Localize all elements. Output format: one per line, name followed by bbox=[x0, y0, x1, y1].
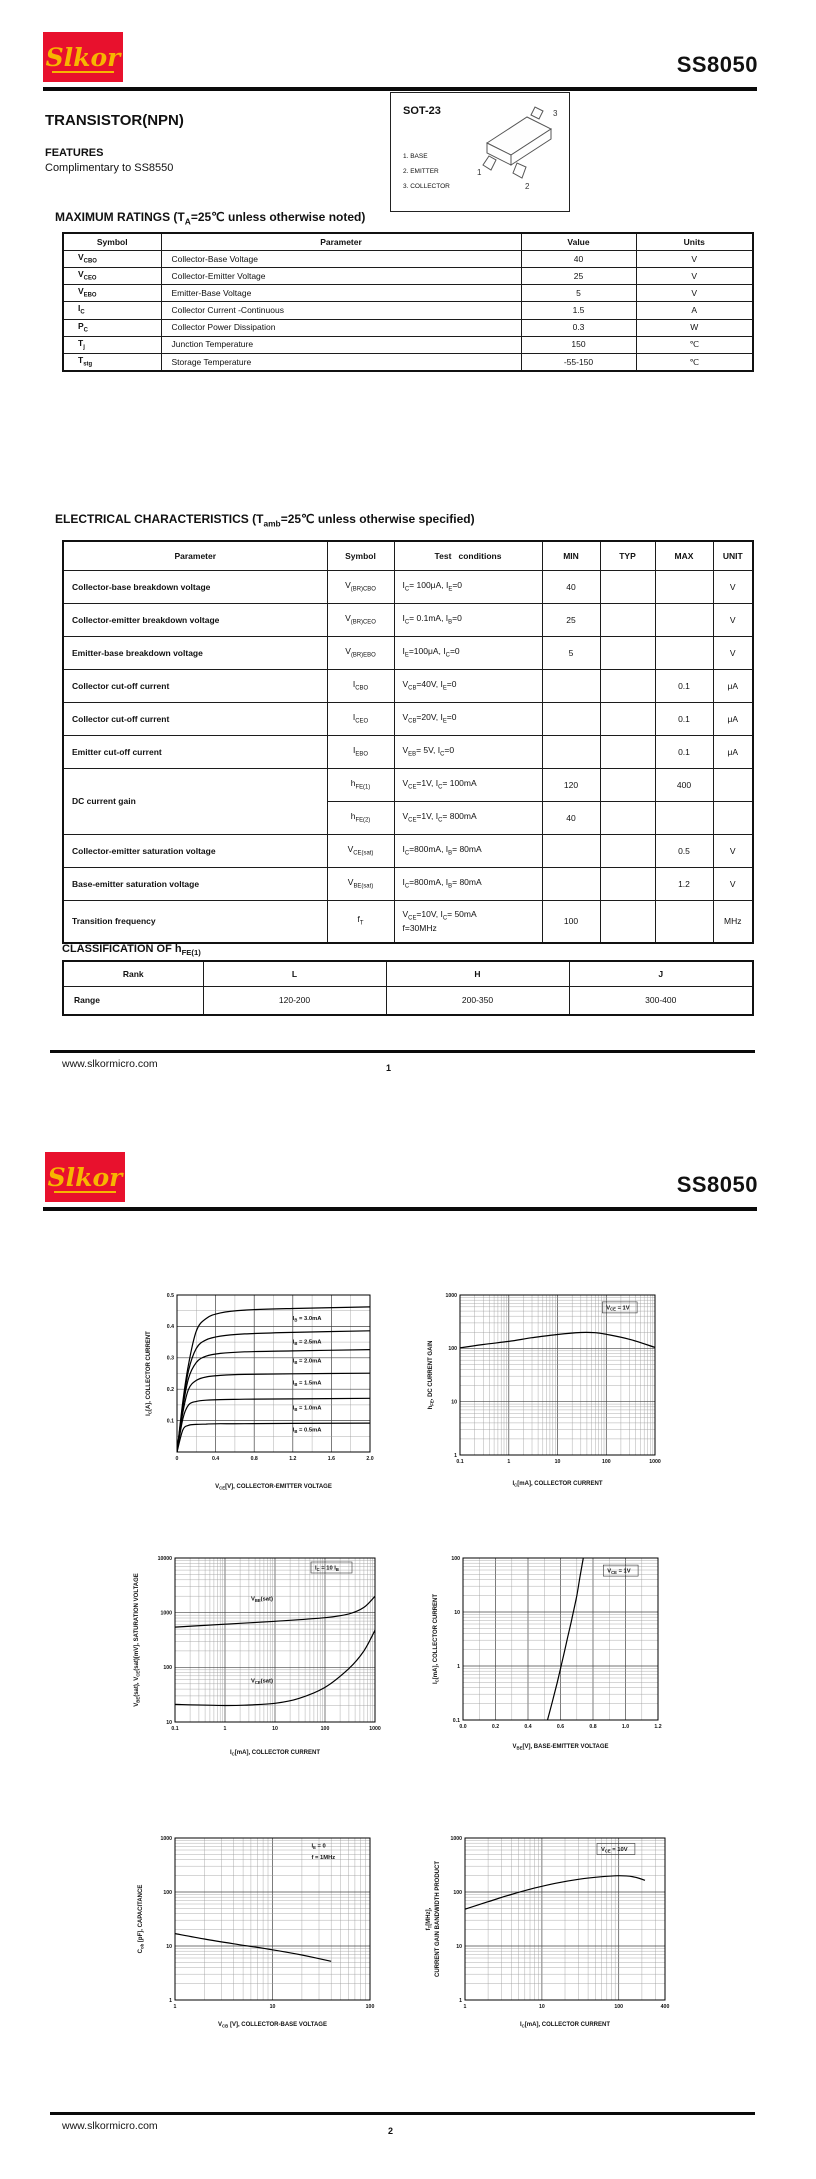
cell: 120-200 bbox=[203, 987, 386, 1016]
svg-text:IC​[mA], COLLECTOR CURRENT: $I_C[mA]$, COLLECTOR CURRENT bbox=[512, 1481, 603, 1488]
cell: 200-350 bbox=[386, 987, 569, 1016]
svg-text:0.1: 0.1 bbox=[456, 1459, 464, 1465]
cell bbox=[655, 901, 713, 943]
cell: Collector cut-off current bbox=[63, 703, 327, 736]
features-heading: FEATURES bbox=[45, 147, 104, 159]
svg-text:100: 100 bbox=[365, 2004, 375, 2010]
cell: $V_{CB}=20V$, $I_E=0$ bbox=[394, 703, 542, 736]
cell: 0.5 bbox=[655, 835, 713, 868]
svg-text:10: 10 bbox=[554, 1459, 561, 1465]
svg-text:0.6: 0.6 bbox=[556, 1724, 565, 1730]
brand-logo-text: Slkor bbox=[47, 1162, 123, 1192]
column-header: Parameter bbox=[63, 541, 327, 571]
cell: $V_{(BR)CEO}$ bbox=[327, 604, 394, 637]
cell bbox=[600, 670, 655, 703]
hfe-classification-table bbox=[62, 960, 754, 1016]
svg-text:0.1: 0.1 bbox=[171, 1726, 179, 1732]
svg-text:IC​[mA], COLLECTOR CURRENT: $I_C[mA]$, COLLECTOR CURRENT bbox=[229, 1750, 321, 1757]
cell: Emitter-base breakdown voltage bbox=[63, 637, 327, 670]
svg-text:1000: 1000 bbox=[160, 1835, 172, 1842]
cell bbox=[655, 571, 713, 604]
cell: $V_{BE(sat)}$ bbox=[327, 868, 394, 901]
svg-text:1000: 1000 bbox=[649, 1459, 661, 1465]
cell: $V_{CE}=10V$, $I_C= 50mA$ f=30MHz bbox=[394, 901, 542, 943]
svg-text:0.2: 0.2 bbox=[491, 1724, 500, 1730]
svg-text:1000: 1000 bbox=[450, 1835, 462, 1842]
cell: $I_{CEO}$ bbox=[327, 703, 394, 736]
package-outline-box bbox=[390, 92, 570, 212]
svg-text:1.6: 1.6 bbox=[327, 1456, 336, 1462]
svg-text:0.5: 0.5 bbox=[166, 1292, 174, 1299]
svg-text:10: 10 bbox=[269, 2004, 276, 2010]
svg-text:0.4: 0.4 bbox=[211, 1456, 220, 1462]
cell: 25 bbox=[521, 268, 636, 285]
cell: $I_C= 100\mu A$, $I_E=0$ bbox=[394, 571, 542, 604]
cell bbox=[542, 703, 600, 736]
cell: -55-150 bbox=[521, 353, 636, 371]
svg-text:0.3: 0.3 bbox=[166, 1355, 174, 1362]
svg-text:1: 1 bbox=[463, 2004, 467, 2010]
cell bbox=[600, 703, 655, 736]
doc-title: TRANSISTOR(NPN) bbox=[45, 112, 184, 129]
part-number: SS8050 bbox=[676, 52, 758, 77]
electrical-characteristics-heading: ELECTRICAL CHARACTERISTICS ($T_{amb}=25℃$ unless otherwise specified) bbox=[55, 512, 475, 529]
brand-logo bbox=[43, 32, 123, 82]
cell: $V_{CBO}$ bbox=[63, 251, 161, 268]
svg-text:fT​[MHz],: $f_T[MHz]$, bbox=[426, 1907, 433, 1931]
column-header: Rank bbox=[63, 961, 203, 987]
cell bbox=[600, 571, 655, 604]
footer-page-number: 1 bbox=[386, 1063, 392, 1073]
svg-text:IC​[mA], COLLECTOR CURRENT: $I_C[mA]$, COLLECTOR CURRENT bbox=[519, 2022, 611, 2029]
cell: 0.1 bbox=[655, 703, 713, 736]
pin-number-2: 2 bbox=[525, 182, 530, 191]
column-header: MIN bbox=[542, 541, 600, 571]
svg-text:100: 100 bbox=[163, 1889, 172, 1896]
svg-text:hFE​, DC CURRENT GAIN: $h_{FE}$, DC CURRENT GAIN bbox=[428, 1340, 435, 1410]
annotation: $V_{CE}(sat)$ bbox=[251, 1678, 273, 1685]
brand-logo-text: Slkor bbox=[45, 42, 121, 72]
cell: Junction Temperature bbox=[161, 336, 521, 353]
chart-transfer-characteristics bbox=[420, 1548, 710, 1778]
cell: Collector-emitter breakdown voltage bbox=[63, 604, 327, 637]
cell: 40 bbox=[542, 802, 600, 835]
svg-text:0.1: 0.1 bbox=[166, 1418, 174, 1425]
cell: V bbox=[636, 285, 753, 302]
cell bbox=[542, 670, 600, 703]
cell: ℃ bbox=[636, 336, 753, 353]
package-name: SOT-23 bbox=[403, 105, 441, 117]
annotation: $V_{CE} = 1V$ bbox=[607, 1568, 631, 1575]
cell: Collector cut-off current bbox=[63, 670, 327, 703]
svg-text:IC​[mA], COLLECTOR CURRENT: $I_C[mA]$, COLLECTOR CURRENT bbox=[433, 1593, 440, 1685]
cell: 40 bbox=[521, 251, 636, 268]
cell: $V_{CEO}$ bbox=[63, 268, 161, 285]
cell: V bbox=[713, 571, 753, 604]
svg-text:10: 10 bbox=[272, 1726, 278, 1732]
cell bbox=[600, 637, 655, 670]
cell: V bbox=[713, 637, 753, 670]
cell bbox=[655, 802, 713, 835]
cell: Base-emitter saturation voltage bbox=[63, 868, 327, 901]
cell: V bbox=[713, 604, 753, 637]
cell: Storage Temperature bbox=[161, 353, 521, 371]
cell: $T_{stg}$ bbox=[63, 353, 161, 371]
cell: ℃ bbox=[636, 353, 753, 371]
cell: A bbox=[636, 302, 753, 319]
column-header: Symbol bbox=[327, 541, 394, 571]
chart-capacitance bbox=[90, 1830, 390, 2065]
cell: $I_C$ bbox=[63, 302, 161, 319]
column-header: Test conditions bbox=[394, 541, 542, 571]
svg-text:Cob​ [pF], CAPACITANCE: $C_{ob}$ [pF], CAPACITANCE bbox=[138, 1884, 145, 1954]
svg-text:1000: 1000 bbox=[369, 1726, 381, 1732]
brand-logo bbox=[45, 1152, 125, 1202]
footer-site: www.slkormicro.com bbox=[62, 2120, 158, 2132]
cell: $V_{CE}=1V$, $I_C= 800mA$ bbox=[394, 802, 542, 835]
cell: μA bbox=[713, 670, 753, 703]
svg-text:1000: 1000 bbox=[445, 1292, 457, 1299]
cell: 25 bbox=[542, 604, 600, 637]
hfe-classification-heading: CLASSIFICATION OF $h_{FE(1)}$ bbox=[62, 943, 201, 958]
annotation: $I_B = 3.0mA$ bbox=[292, 1316, 322, 1323]
cell: $V_{(BR)CBO}$ bbox=[327, 571, 394, 604]
cell: Collector-base breakdown voltage bbox=[63, 571, 327, 604]
cell: 0.1 bbox=[655, 736, 713, 769]
cell: Collector-Base Voltage bbox=[161, 251, 521, 268]
cell: 1.2 bbox=[655, 868, 713, 901]
svg-text:100: 100 bbox=[451, 1555, 460, 1562]
svg-text:1.2: 1.2 bbox=[289, 1456, 297, 1462]
electrical-characteristics-table bbox=[62, 540, 754, 944]
svg-text:0.8: 0.8 bbox=[250, 1456, 258, 1462]
max-ratings-heading: MAXIMUM RATINGS ($T_A=25℃$ unless otherwise noted) bbox=[55, 210, 366, 227]
pin-number-1: 1 bbox=[477, 168, 482, 177]
svg-text:0.4: 0.4 bbox=[166, 1324, 174, 1331]
cell: $I_C=800mA$, $I_B= 80mA$ bbox=[394, 835, 542, 868]
svg-text:0.4: 0.4 bbox=[524, 1724, 532, 1730]
column-header: Value bbox=[521, 233, 636, 251]
cell: μA bbox=[713, 703, 753, 736]
logo-underline bbox=[52, 71, 114, 73]
series-curve bbox=[548, 1558, 584, 1720]
sot23-package-drawing bbox=[465, 103, 567, 203]
cell: $V_{EBO}$ bbox=[63, 285, 161, 302]
svg-text:VBE​[V], BASE-EMITTER VOLTAGE: $V_{BE}[V]$, BASE-EMITTER VOLTAGE bbox=[512, 1744, 609, 1751]
svg-text:2.0: 2.0 bbox=[366, 1456, 374, 1462]
cell bbox=[600, 802, 655, 835]
svg-text:1.0: 1.0 bbox=[621, 1724, 630, 1730]
series-curve bbox=[175, 1934, 331, 1962]
svg-text:10: 10 bbox=[166, 1719, 172, 1726]
annotation: $V_{BE}(sat)$ bbox=[251, 1596, 273, 1603]
chart-output-characteristics bbox=[90, 1285, 390, 1505]
svg-text:VBE​(sat), VCE​(sat)[mV], SATU: $V_{BE}(sat)$, $V_{CE}(sat)[mV]$, SATURATION VOLTAGE bbox=[134, 1573, 141, 1707]
cell: $h_{FE(1)}$ bbox=[327, 769, 394, 802]
annotation: $I_B = 2.5mA$ bbox=[292, 1339, 322, 1346]
footer-rule bbox=[50, 2112, 755, 2115]
cell: μA bbox=[713, 736, 753, 769]
pin-list-item: 1. BASE bbox=[403, 153, 428, 160]
annotation: $I_B = 0.5mA$ bbox=[292, 1427, 322, 1434]
svg-text:1: 1 bbox=[457, 1663, 460, 1670]
cell: 1.5 bbox=[521, 302, 636, 319]
svg-text:10: 10 bbox=[454, 1609, 460, 1616]
svg-text:0.8: 0.8 bbox=[589, 1724, 597, 1730]
header-rule bbox=[43, 1207, 757, 1211]
svg-text:VCB​ [V], COLLECTOR-BASE VOLTA: $V_{CB}$ [V], COLLECTOR-BASE VOLTAGE bbox=[218, 2022, 327, 2029]
footer-rule bbox=[50, 1050, 755, 1053]
column-header: Parameter bbox=[161, 233, 521, 251]
cell bbox=[655, 604, 713, 637]
lead-1 bbox=[483, 156, 496, 170]
svg-text:IC​[A], COLLECTOR CURRENT: $I_C[A]$, COLLECTOR CURRENT bbox=[146, 1331, 153, 1416]
annotation: $I_B = 1.0mA$ bbox=[292, 1405, 322, 1412]
cell: Collector-emitter saturation voltage bbox=[63, 835, 327, 868]
svg-text:100: 100 bbox=[320, 1726, 330, 1732]
cell: Range bbox=[63, 987, 203, 1016]
svg-text:1.2: 1.2 bbox=[654, 1724, 662, 1730]
annotation: $I_B = 2.0mA$ bbox=[292, 1358, 322, 1365]
cell: $V_{CB}=40V$, $I_E=0$ bbox=[394, 670, 542, 703]
annotation: $V_{CE} = 1V$ bbox=[606, 1305, 630, 1312]
svg-text:100: 100 bbox=[614, 2004, 624, 2010]
cell: W bbox=[636, 319, 753, 336]
svg-text:1: 1 bbox=[507, 1459, 511, 1465]
cell: $f_T$ bbox=[327, 901, 394, 943]
cell: $V_{EB}= 5V$, $I_C=0$ bbox=[394, 736, 542, 769]
cell bbox=[713, 769, 753, 802]
cell bbox=[542, 835, 600, 868]
cell bbox=[655, 637, 713, 670]
pin-list-item: 2. EMITTER bbox=[403, 168, 439, 175]
column-header: UNIT bbox=[713, 541, 753, 571]
cell: Emitter-Base Voltage bbox=[161, 285, 521, 302]
cell: $V_{CE(sat)}$ bbox=[327, 835, 394, 868]
svg-text:10000: 10000 bbox=[157, 1555, 172, 1562]
cell: 150 bbox=[521, 336, 636, 353]
maximum-ratings-table bbox=[62, 232, 754, 372]
svg-text:0.1: 0.1 bbox=[452, 1717, 460, 1724]
cell: V bbox=[636, 268, 753, 285]
svg-text:400: 400 bbox=[660, 2004, 670, 2010]
cell: $T_j$ bbox=[63, 336, 161, 353]
svg-text:CURRENT GAIN BANDWIDTH PRODUCT: CURRENT GAIN BANDWIDTH PRODUCT bbox=[435, 1861, 441, 1977]
features-text: Complimentary to SS8550 bbox=[45, 162, 174, 174]
pin-number-3: 3 bbox=[553, 109, 558, 118]
svg-text:100: 100 bbox=[601, 1459, 611, 1465]
cell: MHz bbox=[713, 901, 753, 943]
column-header: Units bbox=[636, 233, 753, 251]
cell: V bbox=[636, 251, 753, 268]
cell: $V_{CE}=1V$, $I_C= 100mA$ bbox=[394, 769, 542, 802]
cell: DC current gain bbox=[63, 769, 327, 835]
cell: $I_C=800mA$, $I_B= 80mA$ bbox=[394, 868, 542, 901]
svg-text:10: 10 bbox=[456, 1943, 462, 1950]
cell bbox=[542, 736, 600, 769]
cell: $I_E=100\mu A$, $I_C=0$ bbox=[394, 637, 542, 670]
cell bbox=[600, 604, 655, 637]
cell: 40 bbox=[542, 571, 600, 604]
annotation: f = 1MHz bbox=[311, 1855, 336, 1862]
cell: $I_{CBO}$ bbox=[327, 670, 394, 703]
cell bbox=[600, 835, 655, 868]
svg-text:10: 10 bbox=[451, 1399, 457, 1406]
cell bbox=[713, 802, 753, 835]
annotation: $I_B = 1.5mA$ bbox=[292, 1380, 322, 1387]
annotation: $I_E = 0$ bbox=[311, 1843, 326, 1850]
lead-3 bbox=[531, 107, 543, 119]
cell: $P_C$ bbox=[63, 319, 161, 336]
column-header: MAX bbox=[655, 541, 713, 571]
cell: 400 bbox=[655, 769, 713, 802]
cell: Emitter cut-off current bbox=[63, 736, 327, 769]
svg-text:VCE​[V], COLLECTOR-EMITTER VOL: $V_{CE}[V]$, COLLECTOR-EMITTER VOLTAGE bbox=[215, 1484, 332, 1491]
cell: 100 bbox=[542, 901, 600, 943]
svg-text:100: 100 bbox=[453, 1889, 462, 1896]
cell bbox=[600, 901, 655, 943]
svg-text:100: 100 bbox=[448, 1346, 457, 1353]
cell: Transition frequency bbox=[63, 901, 327, 943]
svg-text:100: 100 bbox=[163, 1665, 172, 1672]
cell bbox=[600, 736, 655, 769]
column-header: L bbox=[203, 961, 386, 987]
svg-text:1: 1 bbox=[169, 1997, 172, 2004]
cell: $h_{FE(2)}$ bbox=[327, 802, 394, 835]
cell: Collector Power Dissipation bbox=[161, 319, 521, 336]
svg-text:0.2: 0.2 bbox=[166, 1387, 174, 1393]
cell: Collector-Emitter Voltage bbox=[161, 268, 521, 285]
header-rule bbox=[43, 87, 757, 91]
cell: Collector Current -Continuous bbox=[161, 302, 521, 319]
cell: 5 bbox=[521, 285, 636, 302]
footer-site: www.slkormicro.com bbox=[62, 1058, 158, 1070]
svg-text:0: 0 bbox=[175, 1456, 179, 1462]
part-number: SS8050 bbox=[676, 1172, 758, 1197]
cell bbox=[542, 868, 600, 901]
column-header: Symbol bbox=[63, 233, 161, 251]
cell bbox=[600, 769, 655, 802]
lead-2 bbox=[513, 163, 526, 178]
annotation: $V_{CE} = 10V$ bbox=[601, 1847, 628, 1854]
svg-text:10: 10 bbox=[539, 2004, 545, 2010]
logo-underline bbox=[54, 1191, 116, 1193]
column-header: TYP bbox=[600, 541, 655, 571]
svg-text:1000: 1000 bbox=[160, 1610, 172, 1617]
cell: $V_{(BR)EBO}$ bbox=[327, 637, 394, 670]
chart-saturation-voltage bbox=[90, 1548, 390, 1778]
svg-text:1: 1 bbox=[454, 1452, 457, 1459]
chart-dc-current-gain bbox=[420, 1285, 710, 1505]
svg-text:1: 1 bbox=[459, 1997, 462, 2004]
footer-page-number: 2 bbox=[388, 2126, 394, 2136]
cell: V bbox=[713, 835, 753, 868]
cell: 0.3 bbox=[521, 319, 636, 336]
cell: $I_C= 0.1mA$, $I_B=0$ bbox=[394, 604, 542, 637]
svg-text:10: 10 bbox=[166, 1943, 172, 1950]
cell: 0.1 bbox=[655, 670, 713, 703]
svg-text:1: 1 bbox=[173, 2004, 177, 2010]
pin-list-item: 3. COLLECTOR bbox=[403, 183, 450, 190]
cell: $I_{EBO}$ bbox=[327, 736, 394, 769]
cell: 5 bbox=[542, 637, 600, 670]
cell bbox=[600, 868, 655, 901]
annotation: $I_C = 10$ $I_B$ bbox=[315, 1565, 339, 1572]
svg-text:1: 1 bbox=[223, 1726, 227, 1732]
cell: 120 bbox=[542, 769, 600, 802]
chart-gain-bandwidth-product bbox=[420, 1830, 710, 2065]
cell: 300-400 bbox=[569, 987, 753, 1016]
column-header: H bbox=[386, 961, 569, 987]
column-header: J bbox=[569, 961, 753, 987]
cell: V bbox=[713, 868, 753, 901]
svg-text:0.0: 0.0 bbox=[459, 1724, 467, 1730]
